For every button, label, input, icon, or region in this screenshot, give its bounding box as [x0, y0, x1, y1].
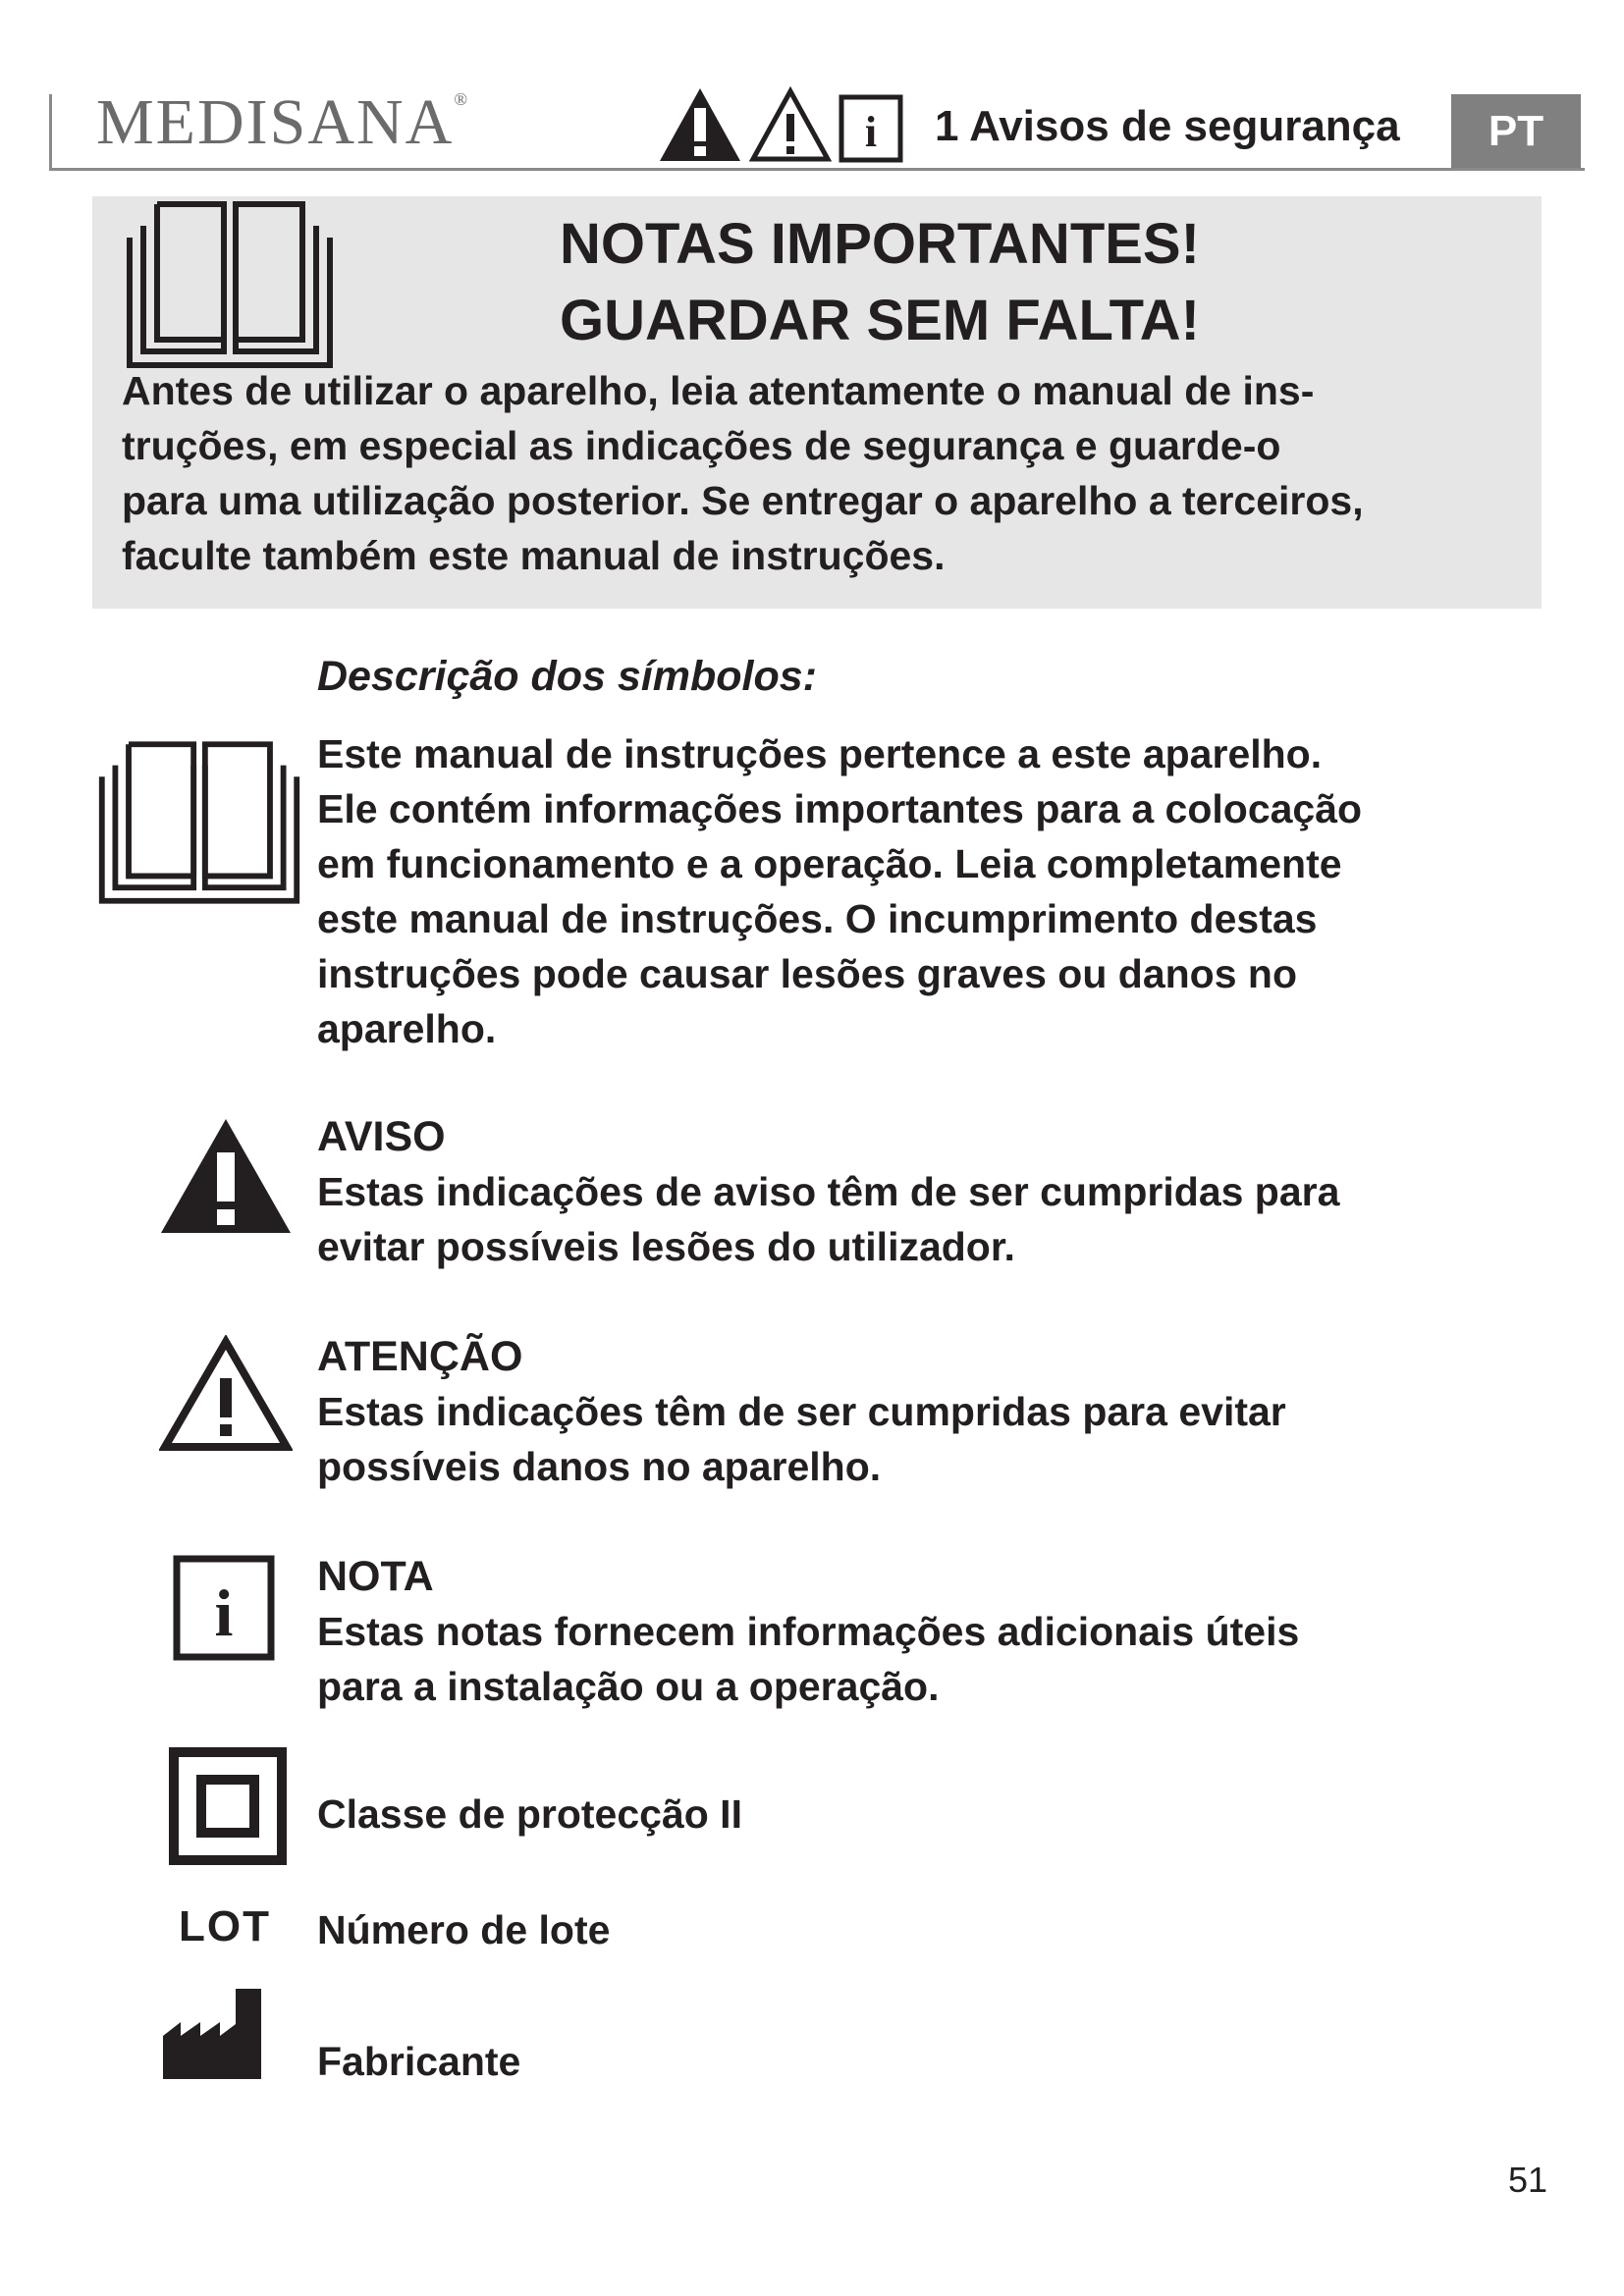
nota-description — [317, 1549, 1554, 1714]
header-icons — [658, 84, 903, 163]
description-line: possíveis danos no aparelho. — [317, 1444, 882, 1489]
manufacturer-text: Fabricante — [317, 2039, 521, 2084]
manual-book-icon — [122, 196, 338, 373]
description-line: Este manual de instruções pertence a este aparelho. — [317, 731, 1323, 776]
language-tab-label: PT — [1488, 107, 1544, 155]
manual-symbol-description — [317, 726, 1554, 1056]
warning-outline-icon — [748, 86, 833, 163]
section-title: 1 Avisos de segurança — [935, 102, 1400, 150]
description-line: em funcionamento e a operação. Leia completamente — [317, 841, 1342, 886]
brand-logo — [96, 86, 470, 158]
brand-registered-mark: ® — [454, 89, 470, 109]
page-number: 51 — [1508, 2160, 1548, 2200]
description-line: este manual de instruções. O incumprimento destas — [317, 896, 1318, 941]
nota-title: NOTA — [317, 1553, 434, 1600]
important-body-line: truções, em especial as indicações de segurança e guarde-o — [122, 423, 1281, 468]
warning-filled-icon — [159, 1117, 293, 1235]
description-line: Estas notas fornecem informações adicionais úteis — [317, 1609, 1300, 1654]
important-body-line: para uma utilização posterior. Se entregar o aparelho a terceiros, — [122, 478, 1364, 523]
lot-symbol: LOT — [179, 1902, 271, 1950]
important-notice-box — [92, 196, 1542, 609]
description-line: Estas indicações têm de ser cumpridas para evitar — [317, 1389, 1286, 1434]
aviso-title: AVISO — [317, 1113, 446, 1160]
description-line: para a instalação ou a operação. — [317, 1664, 940, 1709]
header-left-bar — [49, 94, 52, 171]
aviso-description — [317, 1109, 1554, 1274]
important-body-line: Antes de utilizar o aparelho, leia atentamente o manual de ins- — [122, 368, 1315, 413]
important-title — [560, 206, 1200, 359]
info-icon — [173, 1555, 275, 1661]
important-body-line: faculte também este manual de instruções. — [122, 533, 946, 578]
atencao-description — [317, 1329, 1554, 1494]
brand-name: MEDISANA — [96, 86, 455, 158]
protection-class-text: Classe de protecção II — [317, 1791, 742, 1837]
description-line: Ele contém informações importantes para a colocação — [317, 786, 1363, 831]
description-line: Estas indicações de aviso têm de ser cumpridas para — [317, 1169, 1340, 1214]
description-line: evitar possíveis lesões do utilizador. — [317, 1224, 1015, 1269]
info-icon — [839, 94, 903, 163]
language-tab — [1451, 94, 1581, 169]
important-body — [122, 363, 1542, 583]
description-line: aparelho. — [317, 1006, 497, 1051]
symbols-heading: Descrição dos símbolos: — [317, 653, 817, 700]
lot-number-text: Número de lote — [317, 1907, 611, 1952]
manual-book-icon — [94, 734, 304, 911]
header-rule — [49, 168, 1585, 171]
svg-text:i: i — [214, 1575, 234, 1650]
warning-outline-icon — [159, 1335, 293, 1453]
important-title-line-1: NOTAS IMPORTANTES! — [560, 212, 1200, 276]
protection-class-ii-icon — [169, 1747, 287, 1865]
svg-text:i: i — [864, 108, 878, 156]
manufacturer-icon — [161, 1987, 263, 2081]
warning-filled-icon — [658, 86, 742, 163]
important-title-line-2: GUARDAR SEM FALTA! — [560, 289, 1200, 352]
atencao-title: ATENÇÃO — [317, 1333, 523, 1380]
description-line: instruções pode causar lesões graves ou danos no — [317, 951, 1297, 996]
